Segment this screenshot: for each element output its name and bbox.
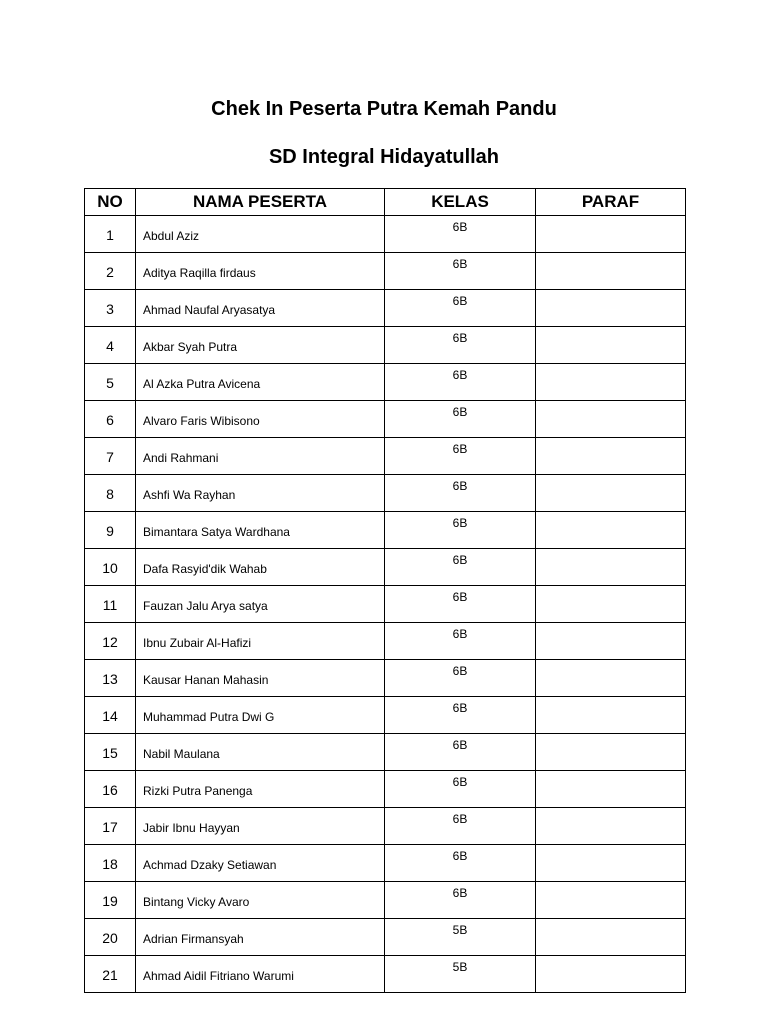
row-number-cell: 3 — [85, 290, 136, 327]
signature-cell — [536, 549, 686, 586]
table-row — [85, 734, 686, 771]
class-cell: 6B — [385, 475, 536, 512]
class-cell: 5B — [385, 919, 536, 956]
signature-cell — [536, 586, 686, 623]
participant-name-cell: Kausar Hanan Mahasin — [136, 660, 385, 697]
participant-name-cell: Ashfi Wa Rayhan — [136, 475, 385, 512]
participant-name-cell: Ahmad Naufal Aryasatya — [136, 290, 385, 327]
row-number-cell: 17 — [85, 808, 136, 845]
class-cell: 6B — [385, 290, 536, 327]
signature-cell — [536, 734, 686, 771]
row-number-cell: 19 — [85, 882, 136, 919]
signature-cell — [536, 327, 686, 364]
header-kelas: KELAS — [385, 189, 536, 216]
participant-name-cell: Bimantara Satya Wardhana — [136, 512, 385, 549]
participant-name-cell: Nabil Maulana — [136, 734, 385, 771]
participant-name-cell: Aditya Raqilla firdaus — [136, 253, 385, 290]
signature-cell — [536, 956, 686, 993]
document-subtitle: SD Integral Hidayatullah — [268, 146, 500, 168]
header-name: NAMA PESERTA — [136, 189, 385, 216]
class-cell: 6B — [385, 586, 536, 623]
class-cell: 5B — [385, 956, 536, 993]
row-number-cell: 9 — [85, 512, 136, 549]
class-cell: 6B — [385, 882, 536, 919]
class-cell: 6B — [385, 401, 536, 438]
document-title: Chek In Peserta Putra Kemah Pandu — [211, 98, 557, 120]
class-cell: 6B — [385, 845, 536, 882]
signature-cell — [536, 771, 686, 808]
header-paraf: PARAF — [536, 189, 686, 216]
signature-cell — [536, 438, 686, 475]
table-row — [85, 290, 686, 327]
table-row — [85, 364, 686, 401]
class-cell: 6B — [385, 216, 536, 253]
table-row — [85, 475, 686, 512]
participant-name-cell: Al Azka Putra Avicena — [136, 364, 385, 401]
participant-name-cell: Ibnu Zubair Al-Hafizi — [136, 623, 385, 660]
class-cell: 6B — [385, 512, 536, 549]
row-number-cell: 20 — [85, 919, 136, 956]
row-number-cell: 21 — [85, 956, 136, 993]
participant-name-cell: Bintang Vicky Avaro — [136, 882, 385, 919]
class-cell: 6B — [385, 734, 536, 771]
signature-cell — [536, 808, 686, 845]
participant-name-cell: Andi Rahmani — [136, 438, 385, 475]
table-row — [85, 845, 686, 882]
signature-cell — [536, 845, 686, 882]
row-number-cell: 2 — [85, 253, 136, 290]
participant-name-cell: Adrian Firmansyah — [136, 919, 385, 956]
class-cell: 6B — [385, 253, 536, 290]
row-number-cell: 11 — [85, 586, 136, 623]
table-row — [85, 882, 686, 919]
class-cell: 6B — [385, 697, 536, 734]
signature-cell — [536, 660, 686, 697]
signature-cell — [536, 512, 686, 549]
participant-name-cell: Fauzan Jalu Arya satya — [136, 586, 385, 623]
row-number-cell: 14 — [85, 697, 136, 734]
class-cell: 6B — [385, 549, 536, 586]
participant-name-cell: Alvaro Faris Wibisono — [136, 401, 385, 438]
table-row — [85, 216, 686, 253]
participant-table — [84, 188, 686, 993]
table-row — [85, 438, 686, 475]
table-header-row — [85, 189, 686, 216]
table-row — [85, 919, 686, 956]
participant-name-cell: Dafa Rasyid'dik Wahab — [136, 549, 385, 586]
row-number-cell: 18 — [85, 845, 136, 882]
class-cell: 6B — [385, 438, 536, 475]
table-row — [85, 401, 686, 438]
signature-cell — [536, 364, 686, 401]
table-row — [85, 808, 686, 845]
row-number-cell: 12 — [85, 623, 136, 660]
signature-cell — [536, 475, 686, 512]
participant-name-cell: Achmad Dzaky Setiawan — [136, 845, 385, 882]
signature-cell — [536, 290, 686, 327]
signature-cell — [536, 697, 686, 734]
table-body — [85, 216, 686, 993]
signature-cell — [536, 919, 686, 956]
class-cell: 6B — [385, 327, 536, 364]
table-row — [85, 327, 686, 364]
row-number-cell: 5 — [85, 364, 136, 401]
participant-name-cell: Muhammad Putra Dwi G — [136, 697, 385, 734]
table-row — [85, 771, 686, 808]
row-number-cell: 8 — [85, 475, 136, 512]
class-cell: 6B — [385, 660, 536, 697]
participant-name-cell: Akbar Syah Putra — [136, 327, 385, 364]
participant-name-cell: Rizki Putra Panenga — [136, 771, 385, 808]
class-cell: 6B — [385, 771, 536, 808]
signature-cell — [536, 216, 686, 253]
table-row — [85, 549, 686, 586]
row-number-cell: 4 — [85, 327, 136, 364]
table-row — [85, 697, 686, 734]
table-row — [85, 586, 686, 623]
participant-name-cell: Jabir Ibnu Hayyan — [136, 808, 385, 845]
row-number-cell: 15 — [85, 734, 136, 771]
class-cell: 6B — [385, 623, 536, 660]
row-number-cell: 1 — [85, 216, 136, 253]
row-number-cell: 7 — [85, 438, 136, 475]
class-cell: 6B — [385, 808, 536, 845]
table-row — [85, 956, 686, 993]
row-number-cell: 13 — [85, 660, 136, 697]
signature-cell — [536, 253, 686, 290]
signature-cell — [536, 401, 686, 438]
table-row — [85, 623, 686, 660]
class-cell: 6B — [385, 364, 536, 401]
row-number-cell: 6 — [85, 401, 136, 438]
participant-name-cell: Ahmad Aidil Fitriano Warumi — [136, 956, 385, 993]
row-number-cell: 10 — [85, 549, 136, 586]
header-no: NO — [85, 189, 136, 216]
table-row — [85, 512, 686, 549]
participant-name-cell: Abdul Aziz — [136, 216, 385, 253]
signature-cell — [536, 623, 686, 660]
signature-cell — [536, 882, 686, 919]
row-number-cell: 16 — [85, 771, 136, 808]
table-row — [85, 660, 686, 697]
table-row — [85, 253, 686, 290]
